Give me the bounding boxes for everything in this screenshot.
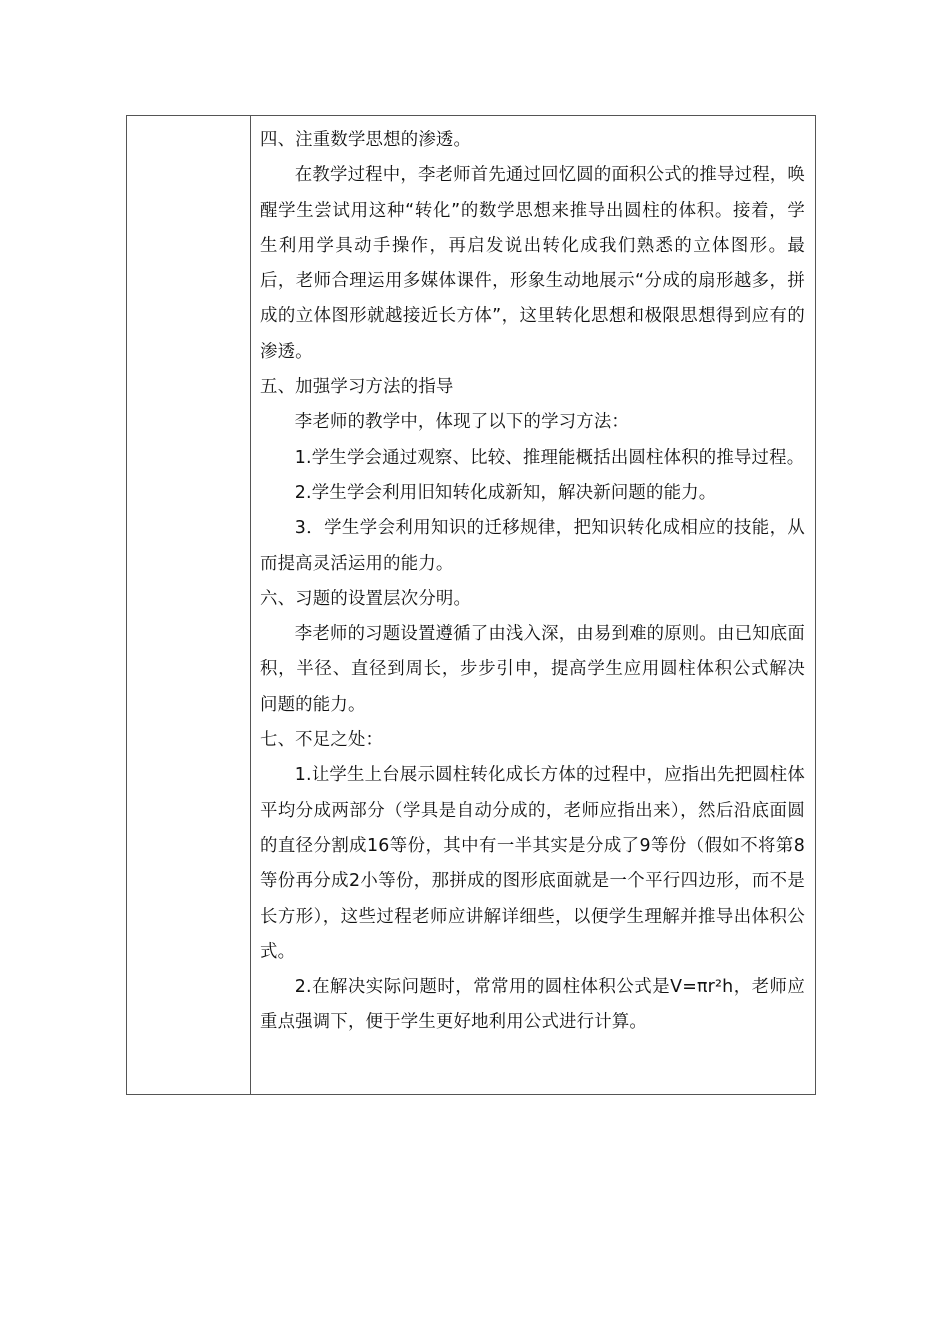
heading-four: 四、注重数学思想的渗透。 xyxy=(260,130,472,150)
paragraph-shortcoming-2: 2.在解决实际问题时，常常用的圆柱体积公式是V=πr²h，老师应重点强调下，便于学生更好地利用公式进行计算。 xyxy=(260,977,805,1033)
evaluation-table xyxy=(126,115,816,1095)
paragraph-exercises: 李老师的习题设置遵循了由浅入深，由易到难的原则。由已知底面积，半径、直径到周长，步步引申，提高学生应用圆柱体积公式解决问题的能力。 xyxy=(260,624,805,715)
paragraph-method-1: 1.学生学会通过观察、比较、推理能概括出圆柱体积的推导过程。 xyxy=(294,447,805,468)
paragraph-method-2: 2.学生学会利用旧知转化成新知，解决新问题的能力。 xyxy=(294,482,717,503)
label-cell xyxy=(127,116,251,1094)
paragraph-transformation: 在教学过程中，李老师首先通过回忆圆的面积公式的推导过程，唤醒学生尝试用这种“转化”的数学思想来推导出圆柱的体积。接着，学生利用学具动手操作，再启发说出转化成我们熟悉的立体图形。最后，老师合理运用多媒体课件，形象生动地展示“分成的扇形越多，拼成的立体图形就越接近长方体”，这里转化思想和极限思想得到应有的渗透。 xyxy=(260,165,805,362)
paragraph-method-3: 3．学生学会利用知识的迁移规律，把知识转化成相应的技能，从而提高灵活运用的能力。 xyxy=(260,518,805,574)
paragraph-shortcoming-1: 1.让学生上台展示圆柱转化成长方体的过程中，应指出先把圆柱体平均分成两部分（学具是自动分成的，老师应指出来），然后沿底面圆的直径分割成16等份，其中有一半其实是分成了9等份（假如不将第8等份再分成2小等份，那拼成的图形底面就是一个平行四边形，而不是长方形），这些过程老师应讲解详细些，以便学生理解并推导出体积公式。 xyxy=(260,765,805,962)
paragraph-methods-intro: 李老师的教学中，体现了以下的学习方法： xyxy=(294,412,630,433)
heading-seven: 七、不足之处： xyxy=(260,730,384,751)
heading-five: 五、加强学习方法的指导 xyxy=(260,377,454,398)
heading-six: 六、习题的设置层次分明。 xyxy=(260,588,472,609)
content-cell xyxy=(251,116,815,1094)
